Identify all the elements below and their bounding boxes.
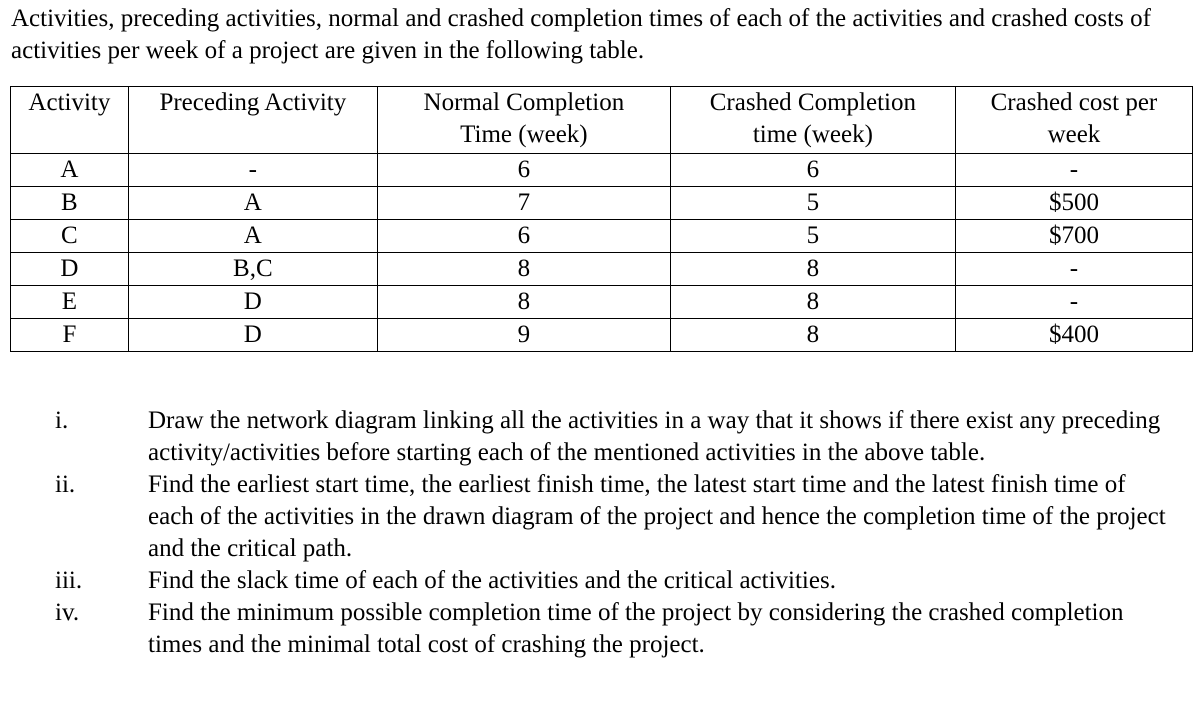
cell-crashed-time: 8 bbox=[670, 319, 955, 352]
cell-normal-time: 8 bbox=[377, 286, 670, 319]
cell-crashed-cost: $500 bbox=[955, 187, 1192, 220]
table-row bbox=[11, 187, 1193, 220]
question-text: Find the slack time of each of the activities and the critical activities. bbox=[148, 567, 836, 594]
cell-crashed-time: 8 bbox=[670, 253, 955, 286]
cell-preceding: - bbox=[128, 154, 377, 187]
question-text: Find the earliest start time, the earliest finish time, the latest start time and the latest finish time of each of the activities in the drawn diagram of the project and hence the completion time of the project and the critical path. bbox=[148, 471, 1166, 562]
header-normal-line1: Normal Completion bbox=[423, 89, 625, 116]
cell-preceding: A bbox=[128, 220, 377, 253]
cell-crashed-time: 6 bbox=[670, 154, 955, 187]
cell-normal-time: 6 bbox=[377, 154, 670, 187]
cell-crashed-cost: $400 bbox=[955, 319, 1192, 352]
header-activity bbox=[11, 87, 129, 154]
cell-preceding: D bbox=[128, 319, 377, 352]
header-cost-line1: Crashed cost per bbox=[990, 89, 1158, 116]
question-item bbox=[0, 469, 1173, 565]
intro-paragraph: Activities, preceding activities, normal and crashed completion times of each of the activities and crashed costs of activities per week of a project are given in the following table. bbox=[11, 5, 1151, 64]
header-crashed-line1: Crashed Completion bbox=[709, 89, 916, 116]
header-cost-line2: week bbox=[1047, 121, 1101, 148]
header-crashed-line2: time (week) bbox=[752, 121, 873, 148]
header-preceding-label: Preceding Activity bbox=[159, 89, 347, 116]
question-number: ii. bbox=[55, 471, 76, 498]
table-row bbox=[11, 253, 1193, 286]
table-row bbox=[11, 286, 1193, 319]
question-item bbox=[0, 405, 1173, 469]
cell-preceding: B,C bbox=[128, 253, 377, 286]
table-row bbox=[11, 220, 1193, 253]
question-item bbox=[0, 565, 1173, 597]
cell-crashed-cost: - bbox=[955, 253, 1192, 286]
table-header-row bbox=[11, 87, 1193, 154]
cell-crashed-time: 5 bbox=[670, 220, 955, 253]
cell-normal-time: 9 bbox=[377, 319, 670, 352]
cell-crashed-cost: $700 bbox=[955, 220, 1192, 253]
activity-table bbox=[10, 86, 1193, 352]
cell-activity: C bbox=[11, 220, 129, 253]
cell-normal-time: 6 bbox=[377, 220, 670, 253]
question-number: i. bbox=[55, 407, 69, 434]
cell-preceding: D bbox=[128, 286, 377, 319]
header-activity-label: Activity bbox=[28, 89, 111, 116]
question-number: iv. bbox=[55, 599, 80, 626]
question-text: Find the minimum possible completion time of the project by considering the crashed completion times and the minimal total cost of crashing the project. bbox=[148, 599, 1124, 658]
cell-activity: A bbox=[11, 154, 129, 187]
question-item bbox=[0, 597, 1173, 661]
header-crashed-completion-time bbox=[670, 87, 955, 154]
cell-crashed-cost: - bbox=[955, 154, 1192, 187]
cell-activity: B bbox=[11, 187, 129, 220]
question-list bbox=[0, 405, 1203, 661]
cell-activity: F bbox=[11, 319, 129, 352]
header-normal-line2: Time (week) bbox=[460, 121, 588, 148]
cell-normal-time: 7 bbox=[377, 187, 670, 220]
cell-preceding: A bbox=[128, 187, 377, 220]
cell-crashed-cost: - bbox=[955, 286, 1192, 319]
cell-crashed-time: 8 bbox=[670, 286, 955, 319]
table-row bbox=[11, 319, 1193, 352]
table-row bbox=[11, 154, 1193, 187]
cell-crashed-time: 5 bbox=[670, 187, 955, 220]
question-number: iii. bbox=[55, 567, 83, 594]
cell-activity: D bbox=[11, 253, 129, 286]
header-crashed-cost-per-week bbox=[955, 87, 1192, 154]
header-preceding-activity bbox=[128, 87, 377, 154]
cell-activity: E bbox=[11, 286, 129, 319]
question-text: Draw the network diagram linking all the activities in a way that it shows if there exist any preceding activity/activities before starting each of the mentioned activities in the above table. bbox=[148, 407, 1161, 466]
header-normal-completion-time bbox=[377, 87, 670, 154]
cell-normal-time: 8 bbox=[377, 253, 670, 286]
